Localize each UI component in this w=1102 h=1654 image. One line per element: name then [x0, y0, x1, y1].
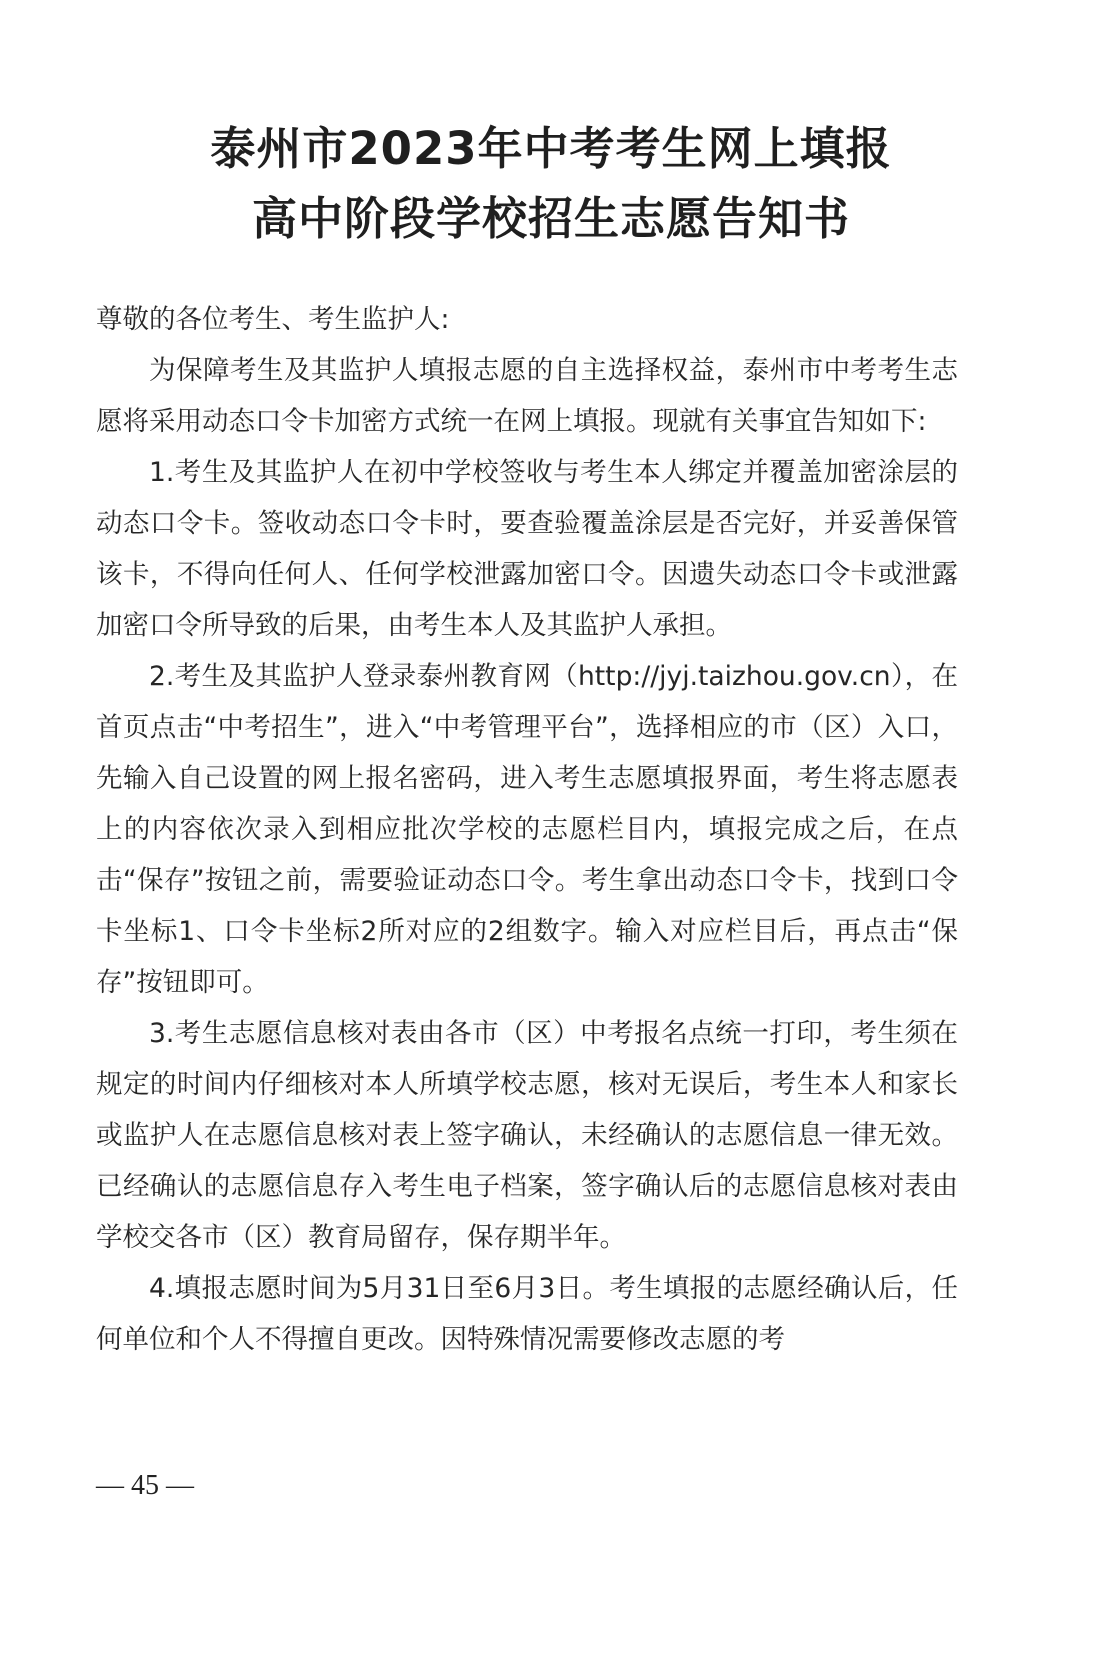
- paragraph-item-4: 4.填报志愿时间为5月31日至6月3日。考生填报的志愿经确认后，任何单位和个人不得擅自更改。因特殊情况需要修改志愿的考: [96, 1273, 958, 1355]
- document-body: [96, 294, 958, 1365]
- page-number: — 45 —: [96, 1470, 194, 1501]
- paragraph-item-2: 2.考生及其监护人登录泰州教育网（http://jyj.taizhou.gov.cn），在首页点击“中考招生”，进入“中考管理平台”，选择相应的市（区）入口，先输入自己设置的网上报名密码，进入考生志愿填报界面，考生将志愿表上的内容依次录入到相应批次学校的志愿栏目内，填报完成之后，在点击“保存”按钮之前，需要验证动态口令。考生拿出动态口令卡，找到口令卡坐标1、口令卡坐标2所对应的2组数字。输入对应栏目后，再点击“保存”按钮即可。: [96, 661, 958, 998]
- document-title-line-1: 泰州市2023年中考考生网上填报: [210, 122, 892, 175]
- paragraph-item-1: 1.考生及其监护人在初中学校签收与考生本人绑定并覆盖加密涂层的动态口令卡。签收动态口令卡时，要查验覆盖涂层是否完好，并妥善保管该卡，不得向任何人、任何学校泄露加密口令。因遗失动态口令卡或泄露加密口令所导致的后果，由考生本人及其监护人承担。: [96, 457, 958, 641]
- paragraph-item-3: 3.考生志愿信息核对表由各市（区）中考报名点统一打印，考生须在规定的时间内仔细核对本人所填学校志愿，核对无误后，考生本人和家长或监护人在志愿信息核对表上签字确认，未经确认的志愿信息一律无效。已经确认的志愿信息存入考生电子档案，签字确认后的志愿信息核对表由学校交各市（区）教育局留存，保存期半年。: [96, 1018, 958, 1253]
- paragraph-intro: 为保障考生及其监护人填报志愿的自主选择权益，泰州市中考考生志愿将采用动态口令卡加密方式统一在网上填报。现就有关事宜告知如下:: [96, 355, 958, 437]
- document-title-line-2: 高中阶段学校招生志愿告知书: [251, 192, 850, 245]
- salutation: 尊敬的各位考生、考生监护人:: [96, 304, 450, 335]
